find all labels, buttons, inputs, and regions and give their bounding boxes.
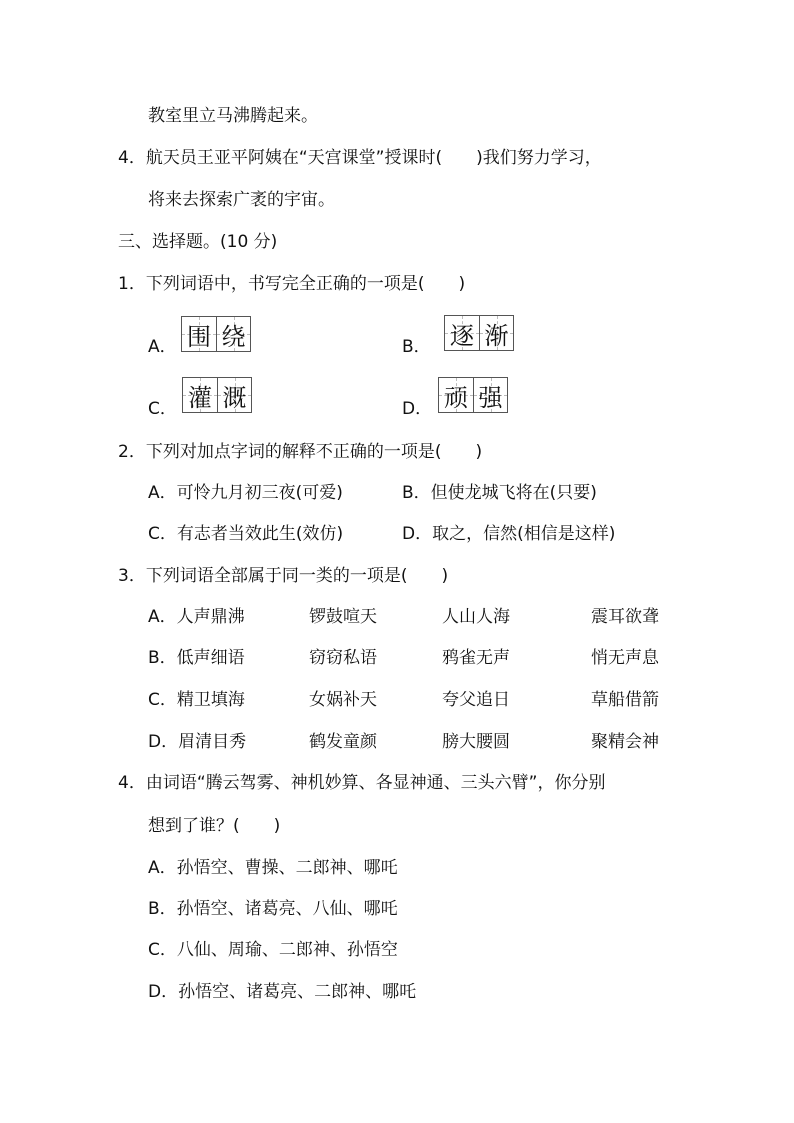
option-word: 鸦雀无声 [442, 648, 510, 668]
grid-character: 灌 [188, 383, 212, 412]
question-3 [118, 564, 448, 588]
option-word: 人声鼎沸 [176, 607, 245, 627]
option-word: 震耳欲聋 [591, 607, 659, 627]
option-a[interactable]: A．孙悟空、曹操、二郎神、哪吒 [148, 858, 398, 878]
option-d[interactable]: D．取之，信然(相信是这样) [402, 524, 616, 544]
question-number: 4． [118, 148, 146, 168]
question-stem: 下列词语全部属于同一类的一项是( ) [145, 566, 449, 586]
option-b[interactable]: B．但使龙城飞将在(只要) [402, 483, 597, 503]
grid-character: 强 [478, 383, 503, 412]
option-row-c[interactable] [148, 688, 245, 712]
grid-character: 逐 [450, 321, 474, 350]
grid-square [217, 378, 251, 412]
option-word: 鹤发童颜 [309, 732, 377, 752]
option-word: 低声细语 [176, 648, 245, 668]
option-row-b[interactable] [148, 646, 245, 670]
option-word: 夸父追日 [442, 690, 510, 710]
option-letter: C． [148, 690, 177, 710]
question-number: 4． [118, 773, 146, 793]
option-c-letter[interactable]: C． [148, 399, 177, 419]
question-number: 2． [118, 442, 146, 462]
grid-square [445, 316, 479, 350]
grid-square [183, 378, 217, 412]
option-row-d[interactable] [148, 730, 246, 754]
grid-character: 顽 [444, 383, 468, 412]
option-word: 锣鼓喧天 [309, 607, 377, 627]
grid-square [479, 316, 513, 350]
option-b-writing-grid[interactable] [444, 315, 514, 351]
option-word: 草船借箭 [591, 690, 659, 710]
question-4 [118, 771, 605, 795]
option-d-letter[interactable]: D． [402, 399, 433, 419]
option-a[interactable]: A．可怜九月初三夜(可爱) [148, 483, 343, 503]
option-b[interactable]: B．孙悟空、诸葛亮、八仙、哪吒 [148, 899, 398, 919]
question-4-fill-line2: 将来去探索广袤的宇宙。 [148, 190, 335, 210]
option-letter: A． [148, 607, 177, 627]
continuation-text: 教室里立马沸腾起来。 [148, 106, 318, 126]
question-4-fill [118, 146, 602, 170]
question-number: 3． [118, 566, 146, 586]
grid-character: 绕 [221, 322, 246, 351]
question-2 [118, 440, 482, 464]
option-word: 悄无声息 [591, 648, 659, 668]
grid-square [473, 378, 507, 412]
option-a-letter[interactable]: A． [148, 337, 177, 357]
question-1 [118, 272, 465, 296]
option-word: 人山人海 [442, 607, 510, 627]
question-stem: 下列对加点字词的解释不正确的一项是( ) [145, 442, 483, 462]
option-word: 窃窃私语 [309, 648, 377, 668]
grid-character: 渐 [484, 321, 509, 350]
grid-character: 溉 [222, 383, 247, 412]
question-text: 航天员王亚平阿姨在“天宫课堂”授课时( )我们努力学习， [145, 148, 602, 168]
option-word: 膀大腰圆 [442, 732, 510, 752]
option-row-a[interactable] [148, 605, 245, 629]
grid-square [216, 317, 250, 351]
question-number: 1． [118, 274, 146, 294]
option-word: 眉清目秀 [178, 732, 247, 752]
option-c-writing-grid[interactable] [182, 377, 252, 413]
option-d[interactable]: D．孙悟空、诸葛亮、二郎神、哪吒 [148, 982, 417, 1002]
grid-square [182, 317, 216, 351]
option-word: 精卫填海 [176, 690, 245, 710]
option-word: 女娲补天 [309, 690, 377, 710]
question-4-stem-line2: 想到了谁？( ) [148, 816, 281, 836]
option-c[interactable]: C．八仙、周瑜、二郎神、孙悟空 [148, 940, 398, 960]
question-stem: 下列词语中，书写完全正确的一项是( ) [145, 274, 466, 294]
section-heading: 三、选择题。(10 分) [118, 232, 278, 252]
grid-character: 围 [187, 322, 211, 351]
option-b-letter[interactable]: B． [402, 337, 431, 357]
grid-square [439, 378, 473, 412]
option-a-writing-grid[interactable] [181, 316, 251, 352]
option-c[interactable]: C．有志者当效此生(效仿) [148, 524, 344, 544]
option-d-writing-grid[interactable] [438, 377, 508, 413]
option-word: 聚精会神 [591, 732, 659, 752]
option-letter: D． [148, 732, 179, 752]
option-letter: B． [148, 648, 177, 668]
question-stem: 由词语“腾云驾雾、神机妙算、各显神通、三头六臂”，你分别 [145, 773, 606, 793]
